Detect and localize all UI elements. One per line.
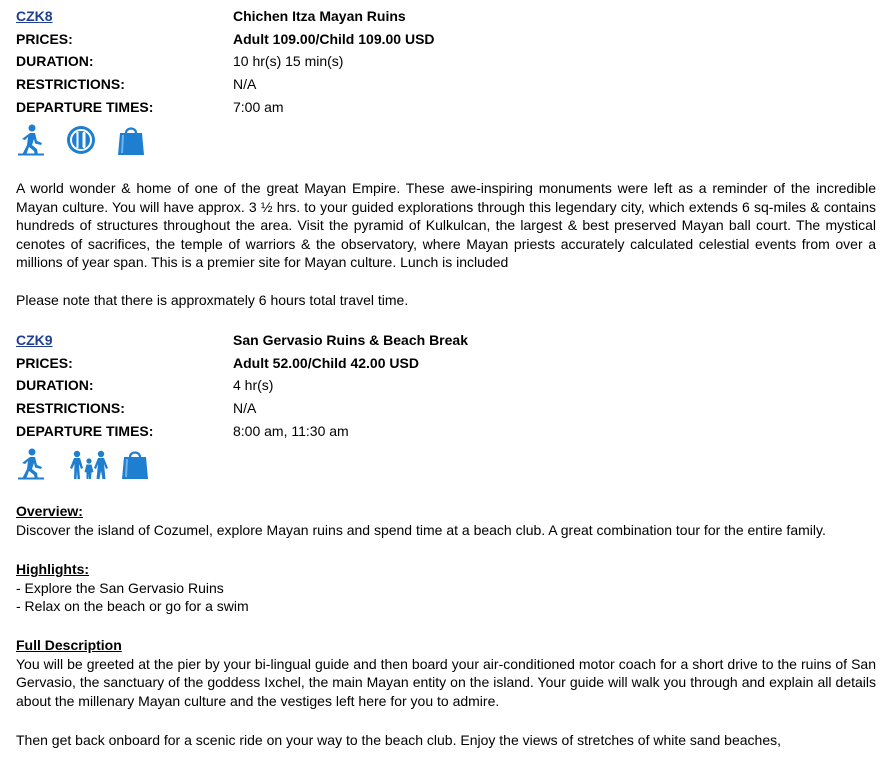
departure-value: 8:00 am, 11:30 am: [233, 422, 349, 439]
tour-title: San Gervasio Ruins & Beach Break: [233, 332, 468, 348]
departure-value: 7:00 am: [233, 98, 284, 115]
full-description-continued: Then get back onboard for a scenic ride on your way to the beach club. Enjoy the views of stretches of white sand beaches,: [16, 732, 781, 748]
duration-label: DURATION:: [16, 377, 94, 394]
activity-icons: [16, 124, 876, 158]
tour-description: A world wonder & home of one of the great Mayan Empire. These awe-inspiring monuments were left as a reminder of the incredible Mayan culture. You will have approx. 3 ½ hrs. to your guided explorations through this legendary city, which extends 6 sq-miles & contains hundreds of structures throughout the area. Visit the pyramid of Kulkulcan, the largest & best preserved Mayan ball court. The mystical cenotes of sacrifices, the temple of warriors & the observatory, where Mayan priests accurately calculated celestial events from over a millions of year span. This is a premier site for Mayan culture. Lunch is included: [16, 180, 876, 270]
restrictions-value: N/A: [233, 400, 257, 417]
tour-header-row: [16, 329, 876, 352]
prices-value: Adult 109.00/Child 109.00 USD: [233, 30, 435, 47]
shopping-bag-icon: [120, 448, 150, 480]
duration-row: [16, 50, 876, 73]
walking-icon: [16, 124, 46, 156]
departure-row: [16, 96, 876, 119]
tour-header-row: [16, 5, 876, 28]
tour-czk9: [16, 329, 876, 482]
full-description-heading: Full Description: [16, 637, 122, 653]
overview-text: Discover the island of Cozumel, explore Mayan ruins and spend time at a beach club. A great combination tour for the entire family.: [16, 521, 826, 538]
restrictions-value: N/A: [233, 76, 257, 93]
overview-heading: Overview:: [16, 503, 83, 519]
shopping-bag-icon: [116, 124, 146, 156]
prices-row: [16, 352, 876, 375]
tour-title: Chichen Itza Mayan Ruins: [233, 8, 406, 24]
walking-icon: [16, 448, 46, 480]
activity-icons: [16, 448, 876, 482]
restrictions-label: RESTRICTIONS:: [16, 76, 125, 93]
tour-code-link[interactable]: CZK8: [16, 8, 53, 24]
restrictions-row: [16, 73, 876, 96]
highlights-section: [16, 560, 876, 616]
tour-note: Please note that there is approxmately 6 hours total travel time.: [16, 292, 409, 308]
prices-label: PRICES:: [16, 354, 73, 371]
prices-row: [16, 28, 876, 51]
duration-value: 10 hr(s) 15 min(s): [233, 53, 344, 70]
prices-value: Adult 52.00/Child 42.00 USD: [233, 354, 419, 371]
tour-czk8: [16, 5, 876, 158]
tour-code-link[interactable]: CZK9: [16, 332, 53, 348]
highlight-item: - Relax on the beach or go for a swim: [16, 598, 249, 614]
highlight-item: - Explore the San Gervasio Ruins: [16, 579, 224, 596]
dining-icon: [66, 124, 96, 156]
full-description-section: [16, 636, 876, 710]
prices-label: PRICES:: [16, 30, 73, 47]
departure-label: DEPARTURE TIMES:: [16, 98, 154, 115]
overview-section: [16, 502, 876, 539]
departure-label: DEPARTURE TIMES:: [16, 422, 154, 439]
restrictions-label: RESTRICTIONS:: [16, 400, 125, 417]
family-icon: [68, 448, 110, 480]
departure-row: [16, 420, 876, 443]
highlights-heading: Highlights:: [16, 561, 90, 577]
restrictions-row: [16, 397, 876, 420]
full-description-text: You will be greeted at the pier by your bi-lingual guide and then board your air-conditioned motor coach for a short drive to the ruins of San Gervasio, the sanctuary of the goddess Ixchel, the main Mayan entity on the island. Your guide will walk you through and explain all details about the millenary Mayan culture and the vestiges left here for you to admire.: [16, 655, 876, 709]
duration-value: 4 hr(s): [233, 377, 274, 394]
duration-row: [16, 374, 876, 397]
duration-label: DURATION:: [16, 53, 94, 70]
